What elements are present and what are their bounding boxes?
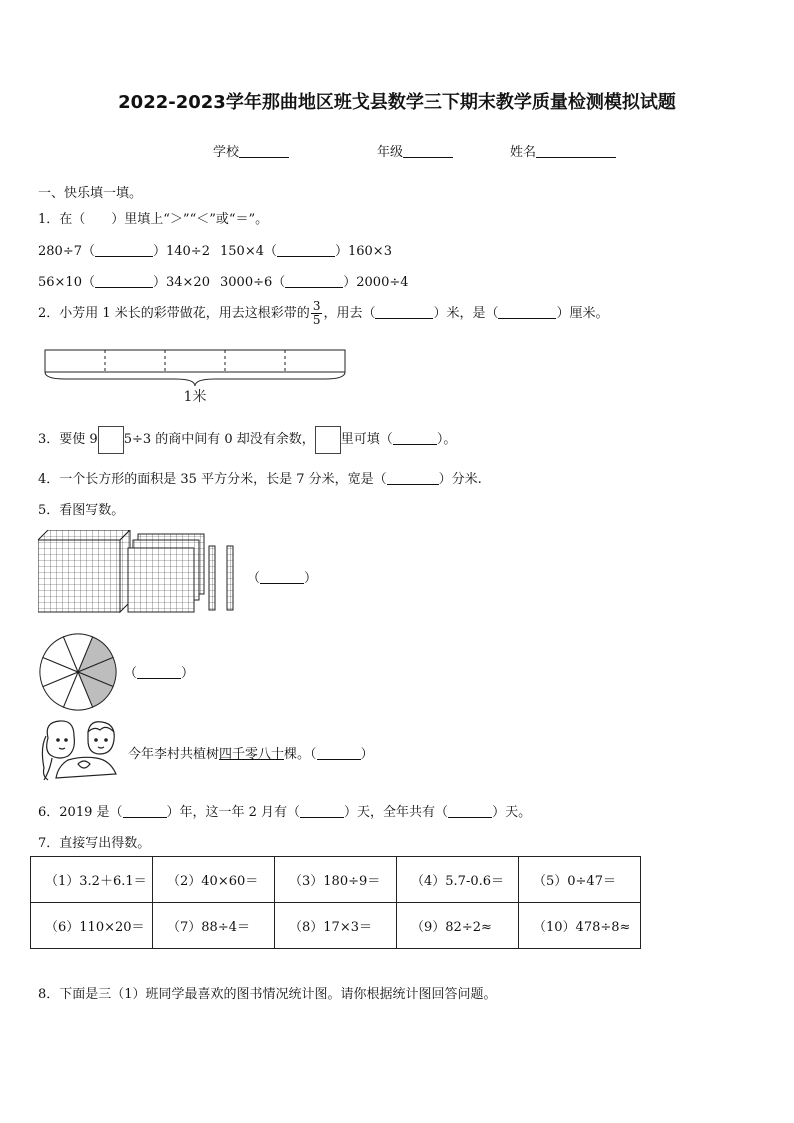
q1-item-3: 56×10（ ）34×20	[38, 275, 210, 290]
answer-blank[interactable]	[123, 803, 167, 818]
answer-blank[interactable]	[95, 273, 153, 288]
answer-blank[interactable]	[448, 803, 492, 818]
q7-prompt: 7．直接写出得数。	[38, 836, 151, 851]
answer-blank[interactable]	[375, 304, 433, 319]
q1-prompt: 1．在（ ）里填上“＞”“＜”或“＝”。	[38, 212, 269, 227]
ribbon-diagram	[40, 348, 352, 408]
q1-item-2: 150×4（ ）160×3	[220, 244, 392, 259]
q5-answer-pie: （ ）	[124, 666, 195, 681]
answer-blank[interactable]	[387, 470, 439, 485]
fraction: $\frac{3}{5}$	[312, 299, 321, 327]
q6-text: 6．2019 是（ ）年，这一年 2 月有（ ）天，全年共有（ ）天。	[38, 805, 532, 820]
grade-field[interactable]	[377, 141, 453, 160]
calc-table	[30, 856, 641, 949]
name-field[interactable]	[510, 141, 616, 160]
q3-text: 3．要使 9 5÷3 的商中间有 0 却没有余数， 里可填（ ）。	[38, 425, 456, 455]
digit-box[interactable]	[98, 426, 124, 454]
calc-cell[interactable]: （2）40×60＝	[153, 857, 275, 903]
table-row	[31, 903, 641, 949]
answer-blank[interactable]	[393, 430, 437, 445]
answer-blank[interactable]	[137, 664, 181, 679]
base-ten-blocks	[38, 530, 248, 616]
calc-cell[interactable]: （10）478÷8≈	[519, 903, 641, 949]
calc-cell[interactable]: （1）3.2＋6.1＝	[31, 857, 153, 903]
calc-cell[interactable]: （7）88÷4＝	[153, 903, 275, 949]
answer-blank[interactable]	[260, 569, 304, 584]
grade-blank[interactable]	[403, 143, 453, 158]
answer-blank[interactable]	[95, 242, 153, 257]
children-illustration	[38, 718, 122, 784]
ribbon-brace	[45, 372, 345, 386]
grade-label: 年级	[377, 145, 404, 160]
number-in-words: 四千零八十	[219, 747, 285, 762]
ribbon-label: 1米	[183, 389, 207, 405]
answer-blank[interactable]	[285, 273, 343, 288]
table-row	[31, 857, 641, 903]
q5-prompt: 5．看图写数。	[38, 503, 125, 518]
answer-blank[interactable]	[277, 242, 335, 257]
q8-prompt: 8．下面是三（1）班同学最喜欢的图书情况统计图。请你根据统计图回答问题。	[38, 987, 497, 1002]
calc-cell[interactable]: （3）180÷9＝	[275, 857, 397, 903]
school-blank[interactable]	[239, 143, 289, 158]
q5-sentence: 今年李村共植树四千零八十棵。（ ）	[128, 747, 374, 762]
q2-text: 2．小芳用 1 米长的彩带做花，用去这根彩带的 $\frac{3}{5}$ ，用去（ ）米，是（ ）厘米。	[38, 299, 609, 327]
calc-cell[interactable]: （9）82÷2≈	[397, 903, 519, 949]
q4-text: 4．一个长方形的面积是 35 平方分米，长是 7 分米，宽是（ ）分米.	[38, 472, 482, 487]
school-field[interactable]	[213, 141, 289, 160]
answer-blank[interactable]	[317, 745, 361, 760]
calc-cell[interactable]: （4）5.7-0.6＝	[397, 857, 519, 903]
name-blank[interactable]	[536, 143, 616, 158]
q1-item-4: 3000÷6（ ）2000÷4	[220, 275, 409, 290]
fraction-pie	[38, 632, 118, 712]
hundred-flat	[128, 534, 204, 612]
thousand-cube	[38, 530, 130, 612]
q1-item-1: 280÷7（ ）140÷2	[38, 244, 210, 259]
ten-rod	[227, 546, 233, 610]
calc-cell[interactable]: （6）110×20＝	[31, 903, 153, 949]
digit-box[interactable]	[315, 426, 341, 454]
name-label: 姓名	[510, 145, 537, 160]
calc-cell[interactable]: （8）17×3＝	[275, 903, 397, 949]
section-heading: 一、快乐填一填。	[38, 186, 143, 201]
ribbon-bar	[45, 350, 345, 372]
page-title: 2022-2023学年那曲地区班戈县数学三下期末教学质量检测模拟试题	[118, 92, 676, 113]
ten-rod	[209, 546, 215, 610]
q5-answer-blocks: （ ）	[247, 571, 318, 586]
calc-cell[interactable]: （5）0÷47＝	[519, 857, 641, 903]
answer-blank[interactable]	[498, 304, 556, 319]
answer-blank[interactable]	[300, 803, 344, 818]
school-label: 学校	[213, 145, 240, 160]
